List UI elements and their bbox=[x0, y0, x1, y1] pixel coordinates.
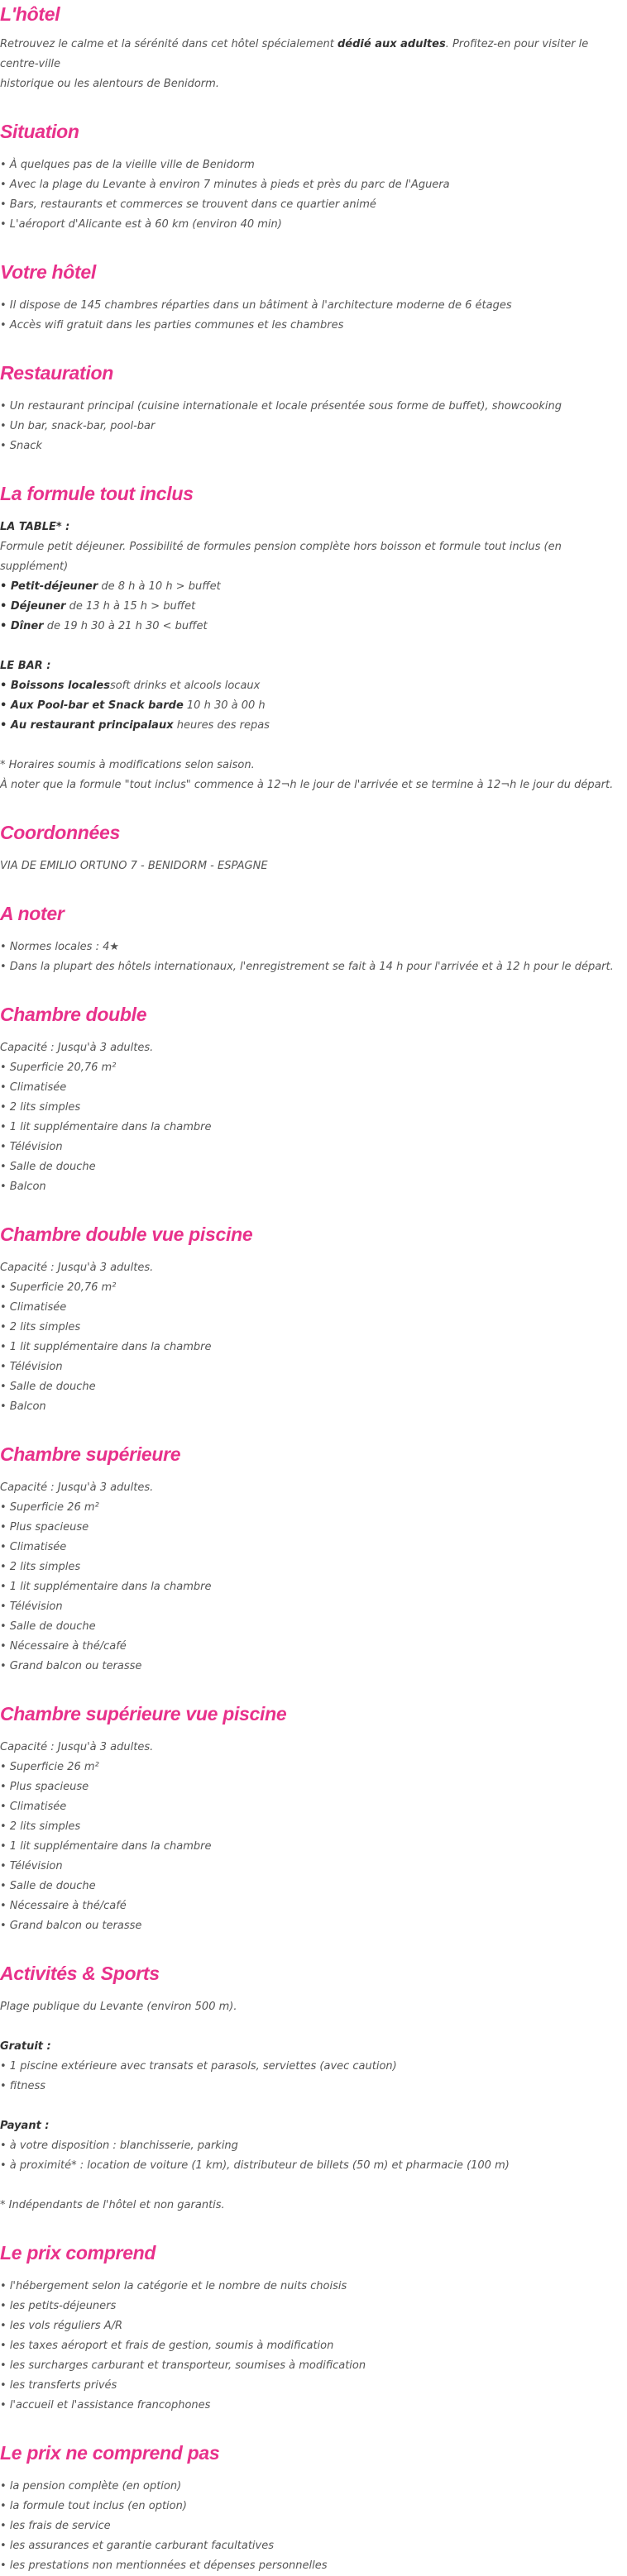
list-item: • Superficie 20,76 m² bbox=[0, 1061, 117, 1074]
section-title-room: Chambre double bbox=[0, 1004, 147, 1025]
list-item: • Superficie 26 m² bbox=[0, 1761, 99, 1773]
list-item: • 1 lit supplémentaire dans la chambre bbox=[0, 1341, 212, 1353]
list-item: • la pension complète (en option) bbox=[0, 2480, 182, 2493]
list-item: Capacité : Jusqu'à 3 adultes. bbox=[0, 1262, 154, 1274]
list-item: • les surcharges carburant et transporteur, soumises à modification bbox=[0, 2359, 366, 2372]
list-item: • L'aéroport d'Alicante est à 60 km (environ 40 min) bbox=[0, 218, 282, 231]
section-title-room: Chambre supérieure vue piscine bbox=[0, 1703, 287, 1724]
list-item: • Normes locales : 4★ bbox=[0, 941, 120, 953]
section-votre-hotel bbox=[0, 258, 627, 336]
section-situation bbox=[0, 117, 627, 235]
address: VIA DE EMILIO ORTUNO 7 - BENIDORM - ESPAGNE bbox=[0, 860, 268, 872]
table-text: Formule petit déjeuner. Possibilité de formules pension complète hors boisson et formule tout inclus (en supplément) bbox=[0, 541, 562, 573]
section-title-votre-hotel: Votre hôtel bbox=[0, 261, 96, 283]
hotel-intro-2: historique ou les alentours de Benidorm. bbox=[0, 78, 219, 90]
list-item: • Télévision bbox=[0, 1361, 63, 1373]
section-room bbox=[0, 1700, 627, 1936]
list-item: • Télévision bbox=[0, 1141, 63, 1153]
list-item: • À quelques pas de la vieille ville de Benidorm bbox=[0, 159, 255, 171]
section-title-activites: Activités & Sports bbox=[0, 1963, 160, 1984]
section-title-room: Chambre supérieure bbox=[0, 1443, 181, 1465]
list-item: • Salle de douche bbox=[0, 1381, 96, 1393]
section-coordonnees bbox=[0, 818, 627, 876]
list-item: • Plus spacieuse bbox=[0, 1521, 89, 1534]
list-item: • 2 lits simples bbox=[0, 1561, 81, 1573]
list-item: • l'hébergement selon la catégorie et le nombre de nuits choisis bbox=[0, 2280, 347, 2292]
list-item: • Grand balcon ou terasse bbox=[0, 1920, 142, 1932]
note: * Indépendants de l'hôtel et non garantis. bbox=[0, 2199, 225, 2211]
list-item: • Dans la plupart des hôtels internationaux, l'enregistrement se fait à 14 h pour l'arrivée et à 12 h pour le départ. bbox=[0, 961, 614, 973]
list-item: • les transferts privés bbox=[0, 2379, 117, 2392]
section-room bbox=[0, 1220, 627, 1417]
list-item: • Climatisée bbox=[0, 1541, 67, 1553]
section-prix-comprend bbox=[0, 2239, 627, 2416]
section-title-prix-comprend: Le prix comprend bbox=[0, 2242, 156, 2264]
list-item: • Petit-déjeuner de 8 h à 10 h > buffet bbox=[0, 580, 221, 593]
list-item: • Dîner de 19 h 30 à 21 h 30 < buffet bbox=[0, 620, 208, 632]
list-item: • Aux Pool-bar et Snack barde 10 h 30 à 00 h bbox=[0, 699, 266, 712]
list-item: • Balcon bbox=[0, 1400, 46, 1413]
section-title-situation: Situation bbox=[0, 121, 79, 142]
list-item: • Balcon bbox=[0, 1181, 46, 1193]
list-item: • Accès wifi gratuit dans les parties communes et les chambres bbox=[0, 319, 344, 332]
list-item: • Nécessaire à thé/café bbox=[0, 1640, 127, 1653]
list-item: Capacité : Jusqu'à 3 adultes. bbox=[0, 1042, 154, 1054]
list-item: • 1 lit supplémentaire dans la chambre bbox=[0, 1121, 212, 1133]
plage-info: Plage publique du Levante (environ 500 m). bbox=[0, 2001, 237, 2013]
list-item: • Snack bbox=[0, 440, 42, 452]
list-item: • 1 lit supplémentaire dans la chambre bbox=[0, 1840, 212, 1853]
list-item: • les assurances et garantie carburant facultatives bbox=[0, 2540, 275, 2552]
list-item: • Plus spacieuse bbox=[0, 1781, 89, 1793]
section-activites bbox=[0, 1959, 627, 2216]
list-item: • Superficie 26 m² bbox=[0, 1501, 99, 1514]
section-formule bbox=[0, 479, 627, 795]
list-item: • Avec la plage du Levante à environ 7 minutes à pieds et près du parc de l'Aguera bbox=[0, 179, 450, 191]
list-item: • Boissons localessoft drinks et alcools locaux bbox=[0, 680, 261, 692]
note: * Horaires soumis à modifications selon saison. bbox=[0, 759, 255, 771]
list-item: • Télévision bbox=[0, 1600, 63, 1613]
list-item: • Un restaurant principal (cuisine internationale et locale présentée sous forme de buffet), showcooking bbox=[0, 400, 562, 413]
bar-label: LE BAR : bbox=[0, 660, 51, 672]
section-title-restauration: Restauration bbox=[0, 362, 113, 384]
section-prix-ne-comprend bbox=[0, 2439, 627, 2576]
list-item: • 2 lits simples bbox=[0, 1101, 81, 1114]
list-item: • à proximité* : location de voiture (1 km), distributeur de billets (50 m) et pharmacie (100 m) bbox=[0, 2159, 510, 2172]
list-item: • les taxes aéroport et frais de gestion, soumis à modification bbox=[0, 2340, 334, 2352]
list-item: • les prestations non mentionnées et dépenses personnelles bbox=[0, 2559, 328, 2572]
list-item: • Salle de douche bbox=[0, 1620, 96, 1633]
section-restauration bbox=[0, 359, 627, 456]
list-item: • à votre disposition : blanchisserie, parking bbox=[0, 2140, 238, 2152]
list-item: • Salle de douche bbox=[0, 1880, 96, 1892]
note: À noter que la formule "tout inclus" commence à 12¬h le jour de l'arrivée et se termine à 12¬h le jour du départ. bbox=[0, 779, 614, 791]
list-item: • Climatisée bbox=[0, 1081, 67, 1094]
list-item: • 1 piscine extérieure avec transats et parasols, serviettes (avec caution) bbox=[0, 2060, 397, 2073]
section-title-coordonnees: Coordonnées bbox=[0, 822, 120, 843]
section-title-prix-ne-comprend: Le prix ne comprend pas bbox=[0, 2442, 220, 2464]
hotel-intro: Retrouvez le calme et la sérénité dans cet hôtel spécialement dédié aux adultes. Profitez-en pour visiter le centre-ville bbox=[0, 38, 589, 70]
list-item: • Il dispose de 145 chambres réparties dans un bâtiment à l'architecture moderne de 6 étages bbox=[0, 299, 512, 312]
list-item: • 2 lits simples bbox=[0, 1321, 81, 1333]
section-title-room: Chambre double vue piscine bbox=[0, 1224, 253, 1245]
table-label: LA TABLE* : bbox=[0, 521, 70, 533]
list-item: • la formule tout inclus (en option) bbox=[0, 2500, 187, 2512]
list-item: • Climatisée bbox=[0, 1801, 67, 1813]
list-item: • l'accueil et l'assistance francophones bbox=[0, 2399, 211, 2411]
list-item: Capacité : Jusqu'à 3 adultes. bbox=[0, 1481, 154, 1494]
section-title-a-noter: A noter bbox=[0, 903, 65, 924]
section-room bbox=[0, 1000, 627, 1197]
list-item: • Télévision bbox=[0, 1860, 63, 1872]
list-item: • Nécessaire à thé/café bbox=[0, 1900, 127, 1912]
list-item: • Salle de douche bbox=[0, 1161, 96, 1173]
payant-label: Payant : bbox=[0, 2120, 50, 2132]
list-item: • Bars, restaurants et commerces se trouvent dans ce quartier animé bbox=[0, 198, 376, 211]
list-item: • 1 lit supplémentaire dans la chambre bbox=[0, 1581, 212, 1593]
list-item: • Climatisée bbox=[0, 1301, 67, 1314]
list-item: • Superficie 20,76 m² bbox=[0, 1281, 117, 1294]
gratuit-label: Gratuit : bbox=[0, 2040, 51, 2053]
section-title-formule: La formule tout inclus bbox=[0, 483, 194, 504]
list-item: • les frais de service bbox=[0, 2520, 111, 2532]
list-item: • les petits-déjeuners bbox=[0, 2300, 117, 2312]
section-room bbox=[0, 1440, 627, 1677]
list-item: Capacité : Jusqu'à 3 adultes. bbox=[0, 1741, 154, 1753]
section-title-hotel: L'hôtel bbox=[0, 3, 60, 25]
list-item: • Au restaurant principalaux heures des repas bbox=[0, 719, 270, 732]
list-item: • 2 lits simples bbox=[0, 1820, 81, 1833]
section-hotel bbox=[0, 0, 627, 94]
section-a-noter bbox=[0, 899, 627, 977]
list-item: • Grand balcon ou terasse bbox=[0, 1660, 142, 1672]
list-item: • Un bar, snack-bar, pool-bar bbox=[0, 420, 156, 432]
list-item: • fitness bbox=[0, 2080, 46, 2092]
list-item: • Déjeuner de 13 h à 15 h > buffet bbox=[0, 600, 196, 613]
list-item: • les vols réguliers A/R bbox=[0, 2320, 123, 2332]
